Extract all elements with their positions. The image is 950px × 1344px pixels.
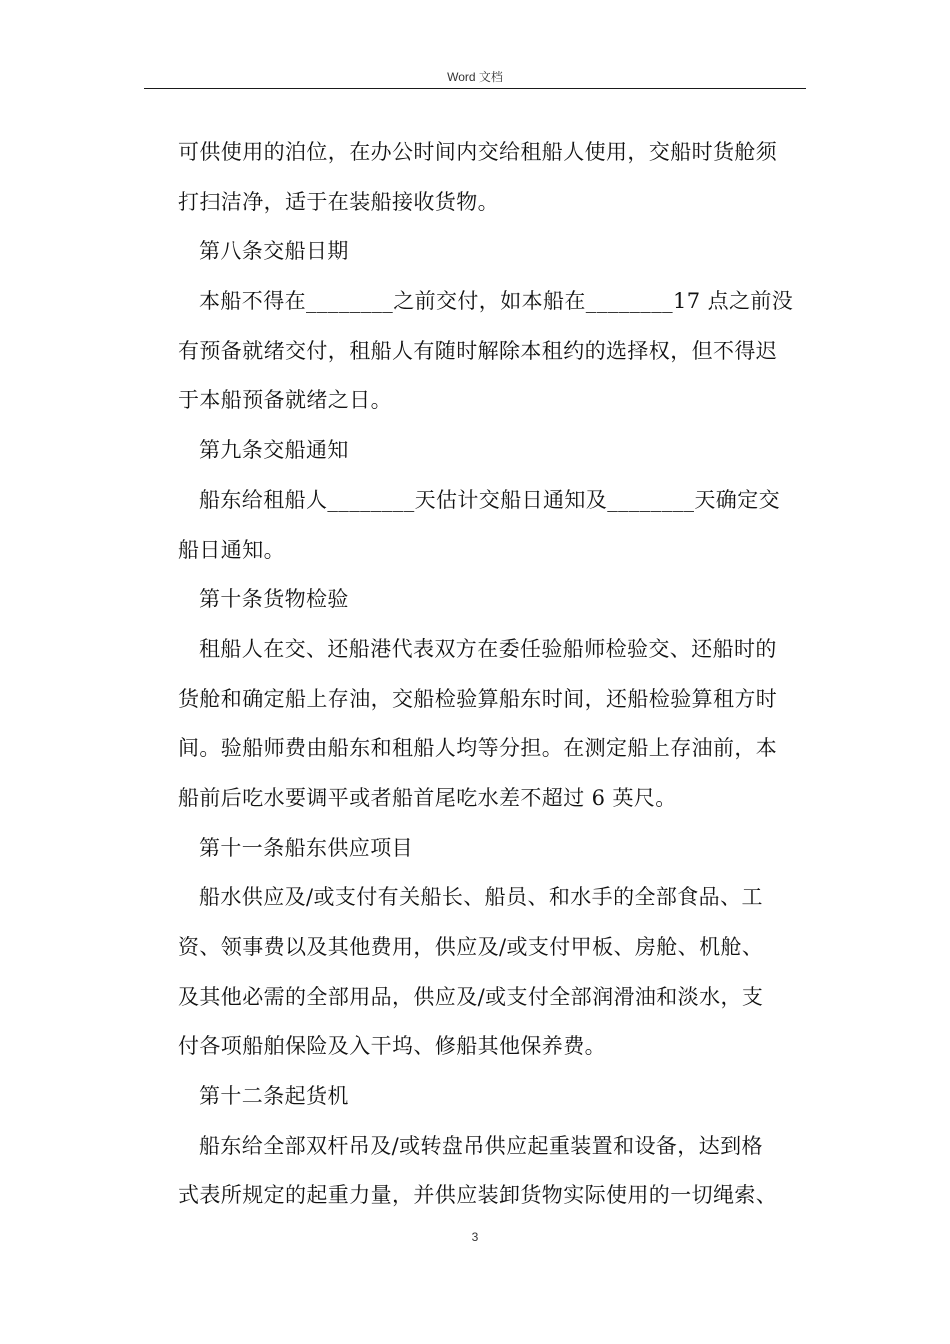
paragraph-line: 及其他必需的全部用品，供应及/或支付全部润滑油和淡水，支: [178, 984, 764, 1009]
paragraph-line: 可供使用的泊位，在办公时间内交给租船人使用，交船时货舱须: [178, 140, 778, 164]
paragraph-line: 打扫洁净，适于在装船接收货物。: [178, 189, 499, 214]
page-number: 3: [471, 1230, 479, 1244]
section-heading: 第八条交船日期: [199, 239, 349, 264]
section-heading: 第十条货物检验: [199, 587, 349, 612]
paragraph-line: 船东给租船人________天估计交船日通知及________天确定交: [199, 487, 780, 512]
paragraph-line: 船日通知。: [178, 537, 285, 562]
document-body: [178, 132, 803, 1225]
section-heading: 第九条交船通知: [199, 438, 349, 463]
paragraph-line: 付各项船舶保险及入干坞、修船其他保养费。: [178, 1034, 606, 1059]
paragraph-line: 船前后吃水要调平或者船首尾吃水差不超过 6 英尺。: [178, 785, 677, 810]
paragraph-line: 于本船预备就绪之日。: [178, 388, 392, 413]
section-heading: 第十一条船东供应项目: [199, 835, 413, 860]
header-title: Word 文档: [447, 70, 503, 84]
paragraph-line: 船水供应及/或支付有关船长、船员、和水手的全部食品、工: [199, 885, 763, 910]
paragraph-line: 式表所规定的起重力量，并供应装卸货物实际使用的一切绳索、: [178, 1183, 778, 1208]
paragraph-line: 本船不得在________之前交付，如本船在________17 点之前没: [199, 289, 794, 314]
paragraph-line: 货舱和确定船上存油，交船检验算船东时间，还船检验算租方时: [178, 686, 778, 711]
paragraph-line: 船东给全部双杆吊及/或转盘吊供应起重装置和设备，达到格: [199, 1133, 763, 1158]
paragraph-line: 资、领事费以及其他费用，供应及/或支付甲板、房舱、机舱、: [178, 935, 764, 959]
paragraph-line: 间。验船师费由船东和租船人均等分担。在测定船上存油前，本: [178, 736, 778, 761]
paragraph-line: 有预备就绪交付，租船人有随时解除本租约的选择权，但不得迟: [178, 338, 778, 363]
section-heading: 第十二条起货机: [199, 1084, 349, 1109]
paragraph-line: 租船人在交、还船港代表双方在委任验船师检验交、还船时的: [199, 636, 777, 661]
page-header: [144, 66, 806, 89]
